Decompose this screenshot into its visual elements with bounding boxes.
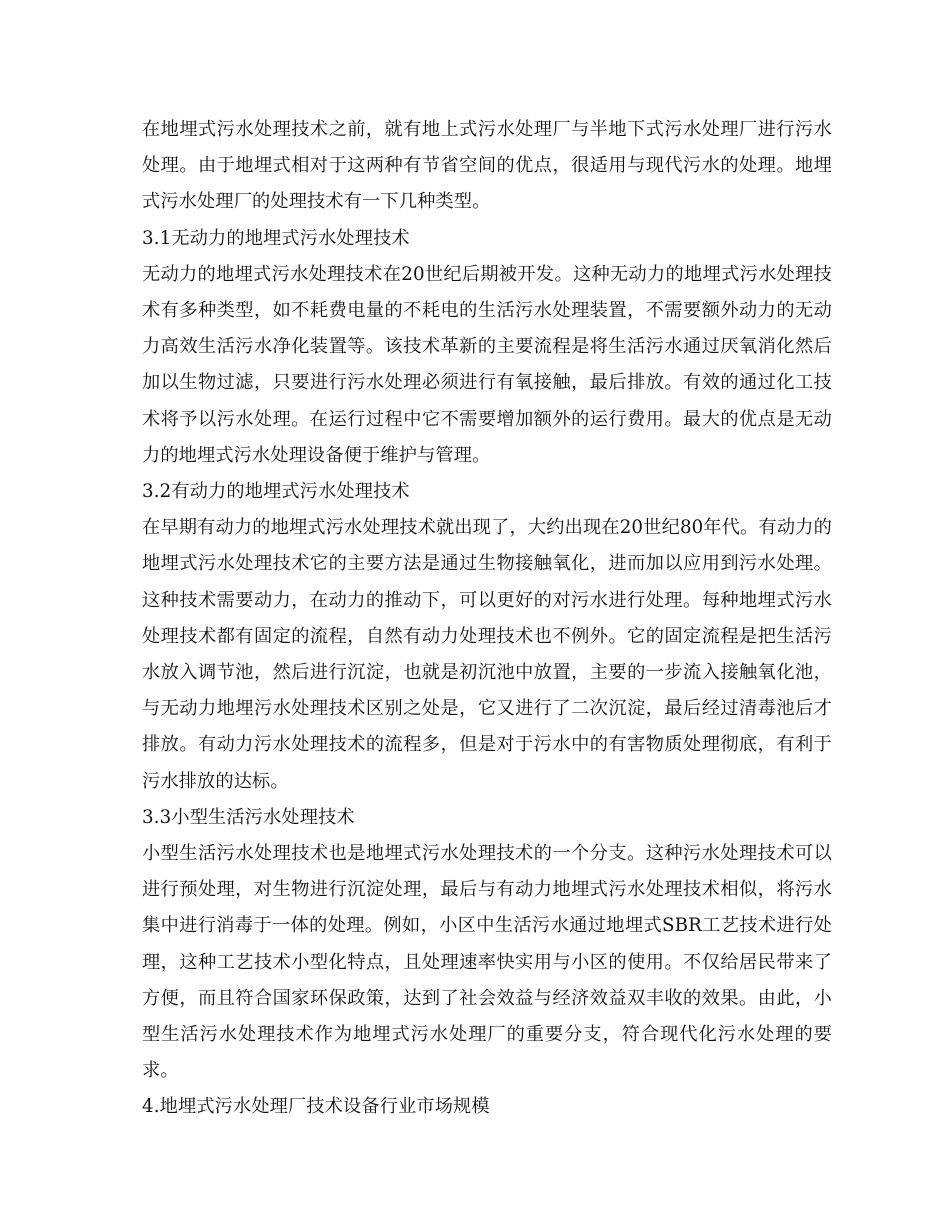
document-body bbox=[142, 112, 832, 1126]
paragraph-powered-tech: 在早期有动力的地埋式污水处理技术就出现了，大约出现在20世纪80年代。有动力的地埋式污水处理技术它的主要方法是通过生物接触氧化，进而加以应用到污水处理。这种技术需要动力，在动力的推动下，可以更好的对污水进行处理。每种地埋式污水处理技术都有固定的流程，自然有动力处理技术也不例外。它的固定流程是把生活污水放入调节池，然后进行沉淀，也就是初沉池中放置，主要的一步流入接触氧化池，与无动力地埋污水处理技术区别之处是，它又进行了二次沉淀，最后经过清毒池后才排放。有动力污水处理技术的流程多，但是对于污水中的有害物质处理彻底，有利于污水排放的达标。 bbox=[142, 517, 832, 792]
section-heading-3-2: 3.2有动力的地埋式污水处理技术 bbox=[142, 481, 410, 503]
section-heading-3-3: 3.3小型生活污水处理技术 bbox=[142, 806, 355, 828]
paragraph-unpowered-tech: 无动力的地埋式污水处理技术在20世纪后期被开发。这种无动力的地埋式污水处理技术有多种类型，如不耗费电量的不耗电的生活污水处理装置，不需要额外动力的无动力高效生活污水净化装置等。该技术革新的主要流程是将生活污水通过厌氧消化然后加以生物过滤，只要进行污水处理必须进行有氧接触，最后排放。有效的通过化工技术将予以污水处理。在运行过程中它不需要增加额外的运行费用。最大的优点是无动力的地埋式污水处理设备便于维护与管理。 bbox=[142, 263, 832, 466]
paragraph-intro: 在地埋式污水处理技术之前，就有地上式污水处理厂与半地下式污水处理厂进行污水处理。由于地埋式相对于这两种有节省空间的优点，很适用与现代污水的处理。地埋式污水处理厂的处理技术有一下几种类型。 bbox=[142, 119, 832, 213]
paragraph-small-domestic-tech: 小型生活污水处理技术也是地埋式污水处理技术的一个分支。这种污水处理技术可以进行预处理，对生物进行沉淀处理，最后与有动力地埋式污水处理技术相似，将污水集中进行消毒于一体的处理。例如，小区中生活污水通过地埋式SBR工艺技术进行处理，这种工艺技术小型化特点，且处理速率快实用与小区的使用。不仅给居民带来了方便，而且符合国家环保政策，达到了社会效益与经济效益双丰收的效果。由此，小型生活污水处理技术作为地埋式污水处理厂的重要分支，符合现代化污水处理的要求。 bbox=[142, 843, 832, 1082]
section-heading-4: 4.地埋式污水处理厂技术设备行业市场规模 bbox=[142, 1096, 490, 1118]
section-heading-3-1: 3.1无动力的地埋式污水处理技术 bbox=[142, 227, 410, 249]
